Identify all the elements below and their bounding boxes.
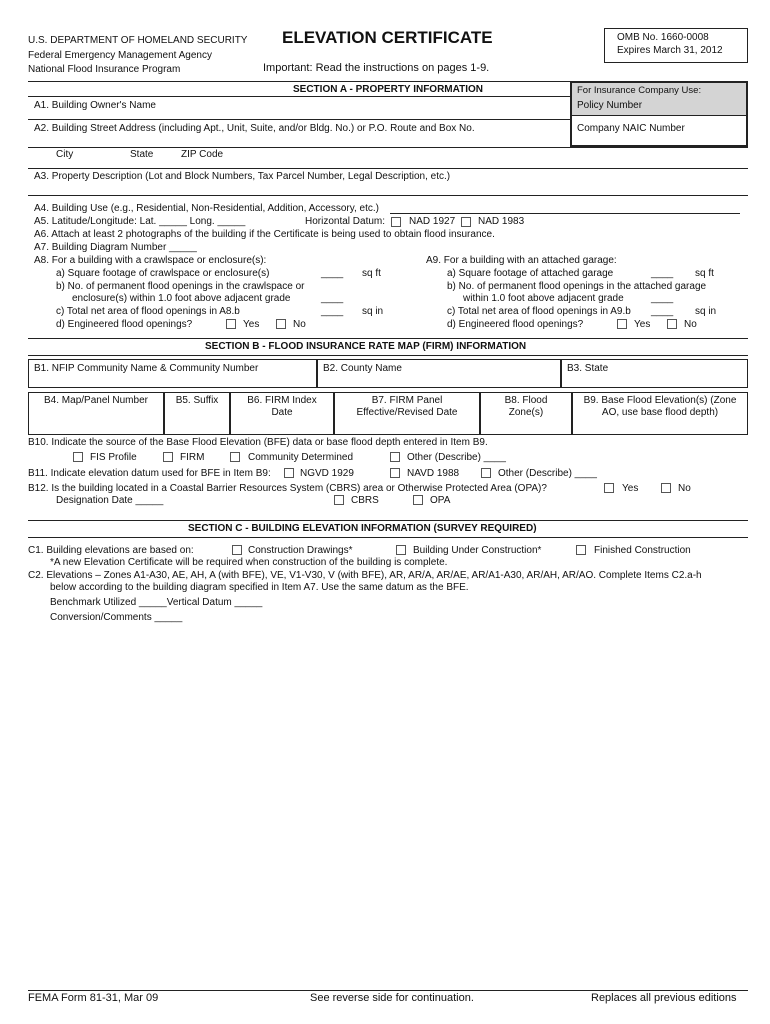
replaces-note: Replaces all previous editions [591,992,737,1004]
under-construction-checkbox[interactable] [396,545,406,555]
state-label[interactable]: State [130,149,154,160]
a9d-no-checkbox[interactable] [667,319,677,329]
form-identifier: FEMA Form 81-31, Mar 09 [28,992,159,1004]
under-construction-label: Building Under Construction* [413,545,542,556]
b10-bfe-source: B10. Indicate the source of the Base Flood Elevation (BFE) data or base flood depth entered in Item B9. [28,437,488,448]
b12-yes-checkbox[interactable] [604,483,614,493]
section-a-title: SECTION A - PROPERTY INFORMATION [293,84,484,95]
b6-firm-index-date: B6. FIRM Index Date [247,395,317,418]
a8a-blank[interactable]: ____ [321,268,344,279]
a3-property-description[interactable]: A3. Property Description (Lot and Block Numbers, Tax Parcel Number, Legal Description, etc.) [34,171,451,182]
a9d-engineered: d) Engineered flood openings? [447,319,584,330]
benchmark-vertical-datum[interactable]: Benchmark Utilized _____Vertical Datum _____ [50,597,263,608]
a8a-unit: sq ft [362,268,381,279]
construction-drawings-checkbox[interactable] [232,545,242,555]
b3-state: B3. State [567,363,609,374]
page-title: ELEVATION CERTIFICATE [282,28,493,47]
b5-suffix: B5. Suffix [175,395,219,406]
section-c-title: SECTION C - BUILDING ELEVATION INFORMATION (SURVEY REQUIRED) [188,523,537,534]
c2-elevations-cont: below according to the building diagram specified in Item A7. Use the same datum as the BFE. [50,582,469,593]
nad1983-checkbox[interactable] [461,217,471,227]
a9a-unit: sq ft [695,268,714,279]
a2-street-address[interactable]: A2. Building Street Address (including Apt., Unit, Suite, and/or Bldg. No.) or P.O. Route and Box No. [34,123,475,134]
conversion-comments[interactable]: Conversion/Comments _____ [50,612,183,623]
designation-date[interactable]: Designation Date _____ [56,495,164,506]
a8d-engineered: d) Engineered flood openings? [56,319,193,330]
policy-number-label[interactable]: Policy Number [577,100,643,111]
firm-label: FIRM [180,452,205,463]
a8a-square-footage: a) Square footage of crawlspace or enclosure(s) [56,268,270,279]
a9d-yes-checkbox[interactable] [617,319,627,329]
c2-elevations: C2. Elevations – Zones A1-A30, AE, AH, A (with BFE), VE, V1-V30, V (with BFE), AR, AR/A, AR/AE, AR/A1-A30, AR/AH, AR/AO. Complete Items C2.a-h [28,570,702,581]
a6-photographs: A6. Attach at least 2 photographs of the building if the Certificate is being used to obtain flood insurance. [34,229,495,240]
a9c-blank[interactable]: ____ [651,306,674,317]
nad1927-label: NAD 1927 [409,216,456,227]
a4-building-use: A4. Building Use (e.g., Residential, Non-Residential, Addition, Accessory, etc.) [34,203,379,214]
a8b-openings-cont: enclosure(s) within 1.0 foot above adjacent grade [72,293,291,304]
community-determined-checkbox[interactable] [230,452,240,462]
c1-note: *A new Elevation Certificate will be required when construction of the building is complete. [50,557,448,568]
ngvd1929-label: NGVD 1929 [300,468,354,479]
b4-map-panel: B4. Map/Panel Number [44,395,148,406]
navd1988-checkbox[interactable] [390,468,400,478]
continuation-note: See reverse side for continuation. [310,992,474,1004]
b11-other-checkbox[interactable] [481,468,491,478]
b10-other-checkbox[interactable] [390,452,400,462]
b12-no-label: No [678,483,691,494]
a9b-blank[interactable]: ____ [651,293,674,304]
fis-profile-checkbox[interactable] [73,452,83,462]
omb-expiry: Expires March 31, 2012 [617,45,723,56]
b2-county: B2. County Name [323,363,402,374]
agency-sub: Federal Emergency Management Agency [28,50,212,61]
b1-community: B1. NFIP Community Name & Community Number [34,363,259,374]
a4-underline [390,213,740,214]
a9c-net-area: c) Total net area of flood openings in A9.b [447,306,631,317]
cbrs-label: CBRS [351,495,379,506]
opa-label: OPA [430,495,451,506]
a8d-no-label: No [293,319,306,330]
b10-other-label: Other (Describe) ____ [407,452,506,463]
a9d-no-label: No [684,319,697,330]
a8d-yes-checkbox[interactable] [226,319,236,329]
a9d-yes-label: Yes [634,319,651,330]
a8c-blank[interactable]: ____ [321,306,344,317]
a7-diagram-number: A7. Building Diagram Number _____ [34,242,197,253]
b9-base-flood-elevation: B9. Base Flood Elevation(s) (Zone AO, use base flood depth) [583,395,737,418]
a9b-openings-cont: within 1.0 foot above adjacent grade [463,293,624,304]
community-determined-label: Community Determined [248,452,354,463]
b12-no-checkbox[interactable] [661,483,671,493]
a9-garage: A9. For a building with an attached garage: [426,255,617,266]
finished-construction-label: Finished Construction [594,545,691,556]
cbrs-checkbox[interactable] [334,495,344,505]
finished-construction-checkbox[interactable] [576,545,586,555]
navd1988-label: NAVD 1988 [407,468,460,479]
nad1983-label: NAD 1983 [478,216,525,227]
b8-flood-zone: B8. Flood Zone(s) [504,395,548,418]
section-b-title: SECTION B - FLOOD INSURANCE RATE MAP (FIRM) INFORMATION [205,341,527,352]
zip-label[interactable]: ZIP Code [181,149,224,160]
a8d-yes-label: Yes [243,319,260,330]
b11-other-label: Other (Describe) ____ [498,468,597,479]
a8b-blank[interactable]: ____ [321,293,344,304]
a1-owner-name[interactable]: A1. Building Owner's Name [34,100,156,111]
b11-elevation-datum: B11. Indicate elevation datum used for BFE in Item B9: [28,468,271,479]
fis-profile-label: FIS Profile [90,452,137,463]
omb-number: OMB No. 1660-0008 [617,32,709,43]
program-name: National Flood Insurance Program [28,64,181,75]
a9a-blank[interactable]: ____ [651,268,674,279]
a9a-square-footage: a) Square footage of attached garage [447,268,614,279]
a8c-unit: sq in [362,306,384,317]
a5-lat-long: A5. Latitude/Longitude: Lat. _____ Long. _____ [34,216,246,227]
b12-yes-label: Yes [622,483,639,494]
a9c-unit: sq in [695,306,717,317]
nad1927-checkbox[interactable] [391,217,401,227]
a8b-openings: b) No. of permanent flood openings in the crawlspace or [56,281,305,292]
firm-checkbox[interactable] [163,452,173,462]
b12-cbrs-question: B12. Is the building located in a Coastal Barrier Resources System (CBRS) area or Otherwise Protected Area (OPA)? [28,483,547,494]
a8c-net-area: c) Total net area of flood openings in A8.b [56,306,240,317]
company-naic-label[interactable]: Company NAIC Number [577,123,685,134]
horizontal-datum-label: Horizontal Datum: [305,216,386,227]
agency-name: U.S. DEPARTMENT OF HOMELAND SECURITY [28,35,248,46]
c1-elevations-based-on: C1. Building elevations are based on: [28,545,194,556]
construction-drawings-label: Construction Drawings* [248,545,353,556]
b7-effective-date: B7. FIRM Panel Effective/Revised Date [356,395,458,418]
a8d-no-checkbox[interactable] [276,319,286,329]
opa-checkbox[interactable] [413,495,423,505]
a8-crawlspace: A8. For a building with a crawlspace or enclosure(s): [34,255,267,266]
important-note: Important: Read the instructions on pages 1-9. [263,62,490,74]
a9b-openings: b) No. of permanent flood openings in the attached garage [447,281,707,292]
city-label[interactable]: City [56,149,74,160]
insurance-use-label: For Insurance Company Use: [577,85,702,96]
ngvd1929-checkbox[interactable] [284,468,294,478]
